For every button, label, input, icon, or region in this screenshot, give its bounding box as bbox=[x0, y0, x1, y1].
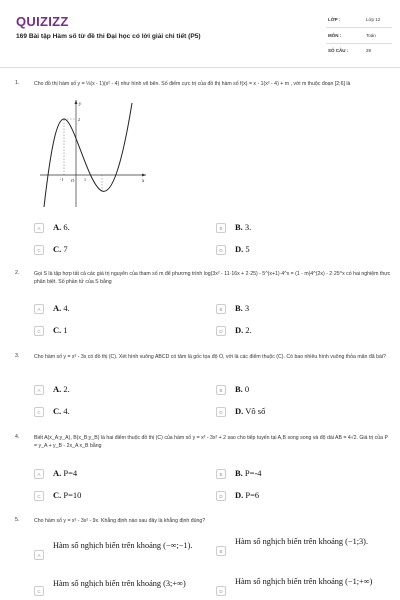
question-number: 4. bbox=[15, 434, 20, 440]
option-value: Hàm số nghịch biến trên khoảng (−1;3). bbox=[235, 537, 369, 546]
option-value: 0 bbox=[244, 384, 250, 394]
option-c[interactable] bbox=[34, 325, 214, 339]
option-letter: D bbox=[216, 245, 226, 255]
option-label: A. bbox=[53, 468, 62, 478]
option-b[interactable] bbox=[216, 303, 396, 317]
option-b[interactable] bbox=[216, 222, 396, 236]
option-letter: C bbox=[34, 245, 44, 255]
option-label: B. bbox=[235, 468, 243, 478]
option-label: A. bbox=[53, 303, 62, 313]
y-label: y bbox=[79, 102, 82, 107]
question-number: 3. bbox=[15, 353, 20, 359]
option-letter: D bbox=[216, 407, 226, 417]
option-label: B. bbox=[235, 384, 243, 394]
option-value: 6. bbox=[63, 222, 70, 232]
option-value: 3. bbox=[244, 222, 252, 232]
y-axis-arrow bbox=[75, 100, 78, 104]
option-b[interactable] bbox=[216, 384, 396, 398]
option-label: D. bbox=[235, 244, 244, 254]
document-title: 169 Bài tập Hàm số từ đề thi Đại học có lời giải chi tiết (P5) bbox=[16, 33, 201, 40]
option-label: B. bbox=[235, 303, 243, 313]
option-label: C. bbox=[53, 244, 62, 254]
option-value: Hàm số nghịch biến trên khoảng (−∞;−1). bbox=[53, 541, 193, 550]
meta-count-label: SỐ CÂU : bbox=[328, 48, 349, 53]
option-value: 3 bbox=[244, 303, 250, 313]
option-letter: A bbox=[34, 469, 44, 479]
option-d[interactable] bbox=[216, 576, 396, 600]
meta-divider bbox=[326, 43, 392, 44]
question-text: Cho hàm số y = x³ - 3x² - 9x. Khẳng định nào sau đây là khẳng định đúng? bbox=[34, 518, 206, 524]
tick-label: 2 bbox=[78, 117, 80, 122]
option-letter: D bbox=[216, 326, 226, 336]
option-letter: A bbox=[34, 223, 44, 233]
option-label: D. bbox=[235, 406, 244, 416]
option-a[interactable] bbox=[34, 303, 214, 317]
option-b[interactable] bbox=[216, 536, 396, 566]
option-letter: D bbox=[216, 491, 226, 501]
option-a[interactable] bbox=[34, 540, 214, 570]
option-value: Hàm số nghịch biến trên khoảng (3;+∞) bbox=[53, 579, 186, 588]
option-value: P=-4 bbox=[244, 468, 262, 478]
option-label: D. bbox=[235, 325, 244, 335]
question-text: Gọi S là tập hợp tất cả các giá trị nguyên của tham số m để phương trình log(3x² - 11·16x + 2·25) - 5^(x+1)·4^x = (1 - m)4^(2x) - 2·25^x có hai nghiệm thực phân biệt. Số phần tử của S bằng bbox=[34, 271, 391, 285]
tick-label: -1 bbox=[60, 177, 64, 182]
question-number: 1. bbox=[15, 80, 20, 86]
option-letter: B bbox=[216, 304, 226, 314]
function-graph bbox=[36, 97, 148, 209]
option-letter: B bbox=[216, 223, 226, 233]
option-c[interactable] bbox=[34, 578, 214, 600]
option-d[interactable] bbox=[216, 244, 396, 258]
option-c[interactable] bbox=[34, 244, 214, 258]
option-letter: B bbox=[216, 385, 226, 395]
option-letter: A bbox=[34, 385, 44, 395]
option-value: P=10 bbox=[63, 490, 82, 500]
option-letter: D bbox=[216, 586, 226, 596]
option-b[interactable] bbox=[216, 468, 396, 482]
option-d[interactable] bbox=[216, 490, 396, 504]
option-value: 2. bbox=[63, 384, 70, 394]
question-text: Cho đồ thị hàm số y = ⅓(x - 1)(x² - 4) như hình vẽ bên. Số điểm cực trị của đồ thị hàm số f(x) = x - 1(x² - 4) + m , với m thuộc đoạn [2;6] là bbox=[34, 81, 351, 87]
x-axis-arrow bbox=[142, 174, 146, 177]
option-value: P=6 bbox=[245, 490, 260, 500]
meta-class-value: Lớp 12 bbox=[366, 17, 381, 22]
option-value: 4. bbox=[63, 303, 70, 313]
option-value: P=4 bbox=[63, 468, 78, 478]
question-text: Cho hàm số y = x³ - 3x có đồ thị (C). Xét hình vuông ABCD có tâm là gốc tọa độ O, với là các điểm thuộc (C). Có bao nhiêu hình vuông thỏa mãn đã bài? bbox=[34, 354, 386, 360]
option-label: C. bbox=[53, 490, 62, 500]
option-letter: C bbox=[34, 407, 44, 417]
meta-subject-label: MÔN : bbox=[328, 33, 342, 38]
meta-divider bbox=[326, 27, 392, 28]
option-label: A. bbox=[53, 384, 62, 394]
option-letter: C bbox=[34, 326, 44, 336]
option-d[interactable] bbox=[216, 325, 396, 339]
option-letter: B bbox=[216, 469, 226, 479]
option-label: B. bbox=[235, 222, 243, 232]
x-label: x bbox=[142, 179, 145, 184]
option-value: 4. bbox=[63, 406, 70, 416]
curve bbox=[44, 103, 132, 207]
question-text: Biết A(x_A;y_A), B(x_B;y_B) là hai điểm thuộc đồ thị (C) của hàm số y = x³ - 3x² + 2 sao cho tiếp tuyến tại A,B song song và độ dài AB = 4√2. Giá trị của P = y_A + y_B - 2x_A x_B bằng bbox=[34, 435, 388, 449]
option-letter: C bbox=[34, 586, 44, 596]
origin-label: O bbox=[71, 178, 75, 183]
option-letter: C bbox=[34, 491, 44, 501]
option-c[interactable] bbox=[34, 490, 214, 504]
option-d[interactable] bbox=[216, 406, 396, 420]
option-letter: A bbox=[34, 304, 44, 314]
option-letter: B bbox=[216, 546, 226, 556]
option-label: D. bbox=[235, 490, 244, 500]
option-value: 1 bbox=[63, 325, 68, 335]
option-value: 2. bbox=[245, 325, 252, 335]
quizizz-logo: QUIZIZZ bbox=[16, 14, 69, 29]
tick-label: 1 bbox=[84, 177, 86, 182]
option-a[interactable] bbox=[34, 222, 214, 236]
option-label: C. bbox=[53, 406, 62, 416]
option-label: C. bbox=[53, 325, 62, 335]
question-number: 2. bbox=[15, 270, 20, 276]
option-c[interactable] bbox=[34, 406, 214, 420]
question-number: 5. bbox=[15, 517, 20, 523]
option-a[interactable] bbox=[34, 468, 214, 482]
option-value: 5 bbox=[245, 244, 250, 254]
option-value: Vô số bbox=[245, 406, 266, 416]
page-header bbox=[0, 0, 400, 68]
option-a[interactable] bbox=[34, 384, 214, 398]
option-value: 7 bbox=[63, 244, 68, 254]
option-label: A. bbox=[53, 222, 62, 232]
meta-count-value: 29 bbox=[366, 48, 372, 53]
meta-subject-value: Toán bbox=[366, 33, 376, 38]
option-letter: A bbox=[34, 550, 44, 560]
meta-class-label: LỚP : bbox=[328, 17, 341, 22]
option-value: Hàm số nghịch biến trên khoảng (−1;+∞) bbox=[235, 577, 373, 586]
